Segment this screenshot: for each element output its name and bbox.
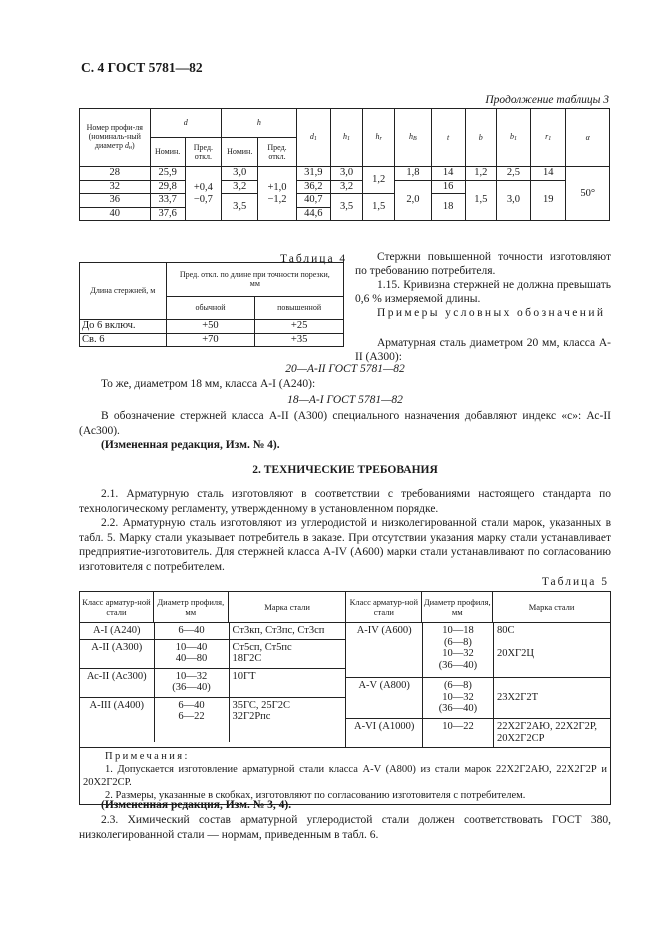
cell-grade: 22Х2Г2АЮ, 22Х2Г2Р, 20Х2Г2СР [493, 719, 610, 748]
cell-hr: 1,2 [363, 167, 395, 194]
cell-class: А-I (А240) [80, 623, 154, 639]
cell-profile: 40 [80, 207, 151, 221]
cell-length: До 6 включ. [80, 320, 167, 334]
cell-diameter: 10—32 (36—40) [154, 668, 229, 697]
table-row [346, 719, 610, 748]
table5-caption: Таблица 5 [541, 576, 609, 588]
cell-h: 3,2 [222, 180, 258, 194]
page-header: С. 4 ГОСТ 5781—82 [81, 60, 203, 75]
cell-b1: 2,5 [496, 167, 530, 181]
cell-d1: 36,2 [296, 180, 330, 194]
left-half [80, 623, 346, 748]
normal-header: обычной [166, 296, 255, 319]
length-header: Длина стержней, м [80, 263, 167, 320]
cell-diameter: 6—40 6—22 [154, 697, 229, 742]
cell-hr: 1,5 [363, 194, 395, 221]
cell-h: 3,5 [222, 194, 258, 221]
cell-b: 1,2 [465, 167, 496, 181]
class-header: Класс арматур-ной стали [346, 592, 422, 623]
cell-d-dev: +0,4 −0,7 [185, 167, 221, 221]
cell-grade: 35ГС, 25Г2С 32Г2Рпс [229, 697, 345, 742]
increased-header: повышенной [255, 296, 344, 319]
cell-class: Ас-II (Ас300) [80, 668, 154, 697]
cell-b1: 3,0 [496, 180, 530, 221]
h-nom-header: Номин. [222, 138, 258, 167]
cell-class: А-VI (А1000) [346, 719, 422, 748]
cell-increased: +35 [255, 333, 344, 347]
cell-class: А-III (А400) [80, 697, 154, 742]
cell-h-dev: +1,0 −1,2 [258, 167, 296, 221]
example-designation: 18—A-I ГОСТ 5781—82 [287, 394, 403, 406]
diameter-header: Диаметр профиля, мм [153, 592, 228, 623]
paragraph: 2.2. Арматурную сталь изготовляют из углеродистой и низколегированной стали марок, указанных в табл. 5. Марку стали указывает потребитель в заказе. При отсутствии указания марку стали устанавливает предприятие-изготовитель. Для стержней класса А-IV (А600) марки стали устанавливают по согласованию изготовителя с потребителем. [79, 517, 611, 573]
hr-header: hr [363, 109, 395, 167]
paragraph: Стержни повышенной точности изготовляют по требованию потребителя. [355, 251, 611, 277]
cell-grade: 10ГТ [229, 668, 345, 697]
cell-profile: 36 [80, 194, 151, 208]
diameter-header: Диаметр профиля, мм [422, 592, 493, 623]
paragraph: 2.3. Химический состав арматурной углеродистой стали должен соответствовать ГОСТ 380, низколегированной стали — нормам, приведенным в табл. 6. [79, 814, 611, 841]
t-header: t [431, 109, 465, 167]
table4-caption: Таблица 4 [280, 253, 348, 265]
cell-d: 37,6 [150, 207, 185, 221]
example-designation: 20—A-II ГОСТ 5781—82 [285, 363, 405, 375]
d1-header: d1 [296, 109, 330, 167]
cell-d1: 40,7 [296, 194, 330, 208]
note-2: 2. Размеры, указанные в скобках, изготовляют по согласованию изготовителя с потребителем. [105, 790, 526, 801]
cell-h1: 3,5 [330, 194, 362, 221]
cell-alpha: 50° [566, 167, 610, 221]
table-row [80, 639, 345, 668]
cell-normal: +50 [166, 320, 255, 334]
table-row [80, 668, 345, 697]
cell-normal: +70 [166, 333, 255, 347]
cell-diameter: 10—40 40—80 [154, 639, 229, 668]
cell-hb: 2,0 [395, 180, 431, 221]
cell-diameter: 10—22 [422, 719, 493, 748]
notes-title: Примечания: [105, 751, 190, 762]
r1-header: r1 [531, 109, 566, 167]
h1-header: h1 [330, 109, 362, 167]
cell-hb: 1,8 [395, 167, 431, 181]
cell-diameter: (6—8) 10—32 (36—40) [422, 678, 493, 719]
cell-class: А-IV (А600) [346, 623, 422, 678]
table5-notes [80, 748, 611, 805]
edit-note: (Измененная редакция, Изм. № 4). [101, 439, 280, 451]
section-title: 2. ТЕХНИЧЕСКИЕ ТРЕБОВАНИЯ [252, 464, 438, 476]
table-row [346, 678, 610, 719]
steel-grade-header: Марка стали [228, 592, 346, 623]
d-dev-header: Пред. откл. [185, 138, 221, 167]
cell-t: 18 [431, 194, 465, 221]
paragraph: 2.1. Арматурную сталь изготовляют в соответствии с требованиями настоящего стандарта по технологическому регламенту, утвержденному в установленном порядке. [79, 488, 611, 515]
cell-class: А-V (А800) [346, 678, 422, 719]
b-header: b [465, 109, 496, 167]
paragraph: 1.15. Кривизна стержней не должна превышать 0,6 % измеряемой длины. [355, 279, 611, 305]
cell-d: 25,9 [150, 167, 185, 181]
cell-d1: 31,9 [296, 167, 330, 181]
table-4 [79, 262, 344, 347]
d-nom-header: Номин. [150, 138, 185, 167]
cell-t: 16 [431, 180, 465, 194]
cell-h1: 3,2 [330, 180, 362, 194]
hb-header: hВ [395, 109, 431, 167]
cell-d1: 44,6 [296, 207, 330, 221]
note-1: 1. Допускается изготовление арматурной стали класса А-V (А800) из стали марок 22Х2Г2АЮ, 22Х2Г2Р и 20Х2Г2СР. [83, 764, 607, 788]
h-header: h [222, 109, 297, 138]
steel-grade-header: Марка стали [493, 592, 611, 623]
edit-note: (Измененная редакция, Изм. № 3, 4). [101, 799, 292, 811]
cell-profile: 28 [80, 167, 151, 181]
table-row [80, 320, 344, 334]
profile-header: Номер профи-ля (номиналь-ный диаметр dн) [80, 109, 151, 167]
cell-r1: 19 [531, 180, 566, 221]
cell-grade: 23Х2Г2Т [493, 678, 610, 719]
table-5 [79, 591, 611, 805]
table-row [80, 623, 345, 639]
table-row [80, 697, 345, 742]
table-row [80, 180, 610, 194]
paragraph: Арматурная сталь диаметром 20 мм, класса А-II (А300): [355, 337, 611, 363]
paragraph: То же, диаметром 18 мм, класса А-I (А240): [101, 378, 316, 390]
cell-r1: 14 [531, 167, 566, 181]
cell-d: 29,8 [150, 180, 185, 194]
cell-length: Св. 6 [80, 333, 167, 347]
cell-t: 14 [431, 167, 465, 181]
cell-increased: +25 [255, 320, 344, 334]
cell-grade: Ст5сп, Ст5пс 18Г2С [229, 639, 345, 668]
table-3 [79, 108, 610, 221]
h-dev-header: Пред. откл. [258, 138, 296, 167]
cell-profile: 32 [80, 180, 151, 194]
deviation-header: Пред. откл. по длине при точности порезки, мм [166, 263, 343, 297]
cell-grade: 80С 20ХГ2Ц [493, 623, 610, 678]
d-header: d [150, 109, 222, 138]
cell-b: 1,5 [465, 180, 496, 221]
cell-d: 33,7 [150, 194, 185, 208]
cell-class: А-II (А300) [80, 639, 154, 668]
examples-heading: Примеры условных обозначений [377, 307, 606, 319]
b1-header: b1 [496, 109, 530, 167]
cell-diameter: 10—18 (6—8) 10—32 (36—40) [422, 623, 493, 678]
cell-h: 3,0 [222, 167, 258, 181]
table-row [80, 333, 344, 347]
table3-continuation: Продолжение таблицы 3 [485, 94, 609, 106]
right-half [346, 623, 611, 748]
table-row [346, 623, 610, 678]
alpha-header: α [566, 109, 610, 167]
cell-grade: Ст3кп, Ст3пс, Ст3сп [229, 623, 345, 639]
cell-h1: 3,0 [330, 167, 362, 181]
table-row [80, 167, 610, 181]
cell-diameter: 6—40 [154, 623, 229, 639]
class-header: Класс арматур-ной стали [80, 592, 154, 623]
paragraph: В обозначение стержней класса А-II (А300) специального назначения добавляют индекс «с»: Ас-II (Ас300). [79, 410, 611, 437]
